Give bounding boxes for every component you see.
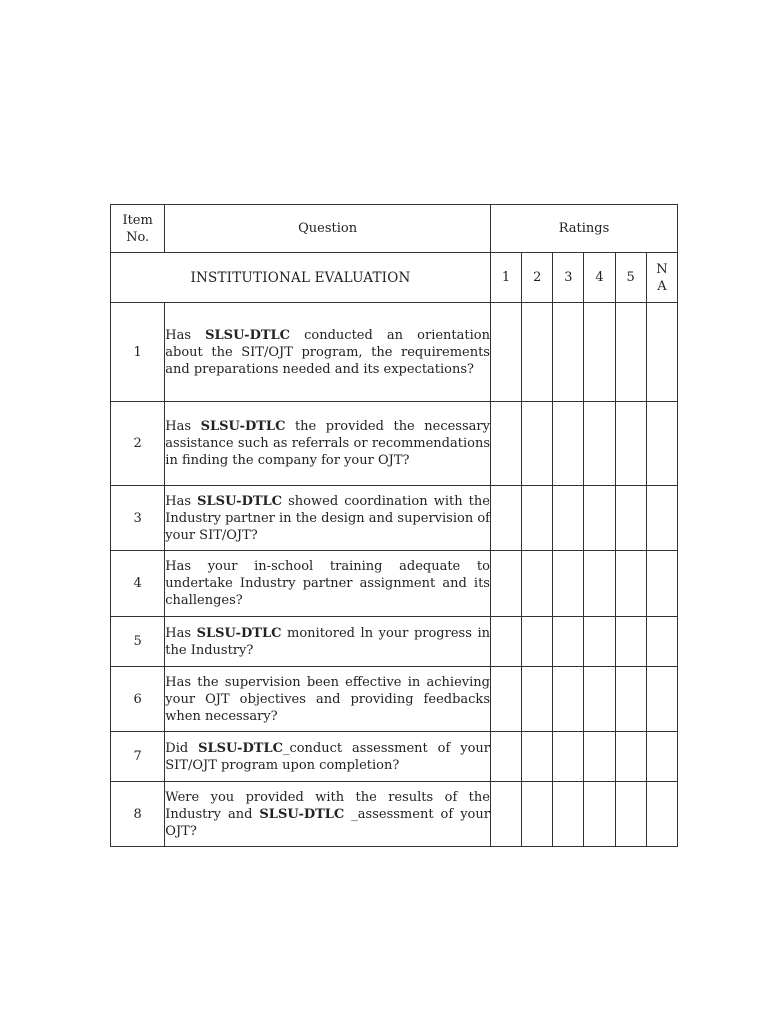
question-text (165, 732, 491, 782)
rating-cell-3[interactable] (553, 617, 584, 667)
rating-cell-2[interactable] (522, 303, 553, 402)
table-row (111, 617, 678, 667)
rating-cell-5[interactable] (615, 617, 646, 667)
rating-cell-5[interactable] (615, 551, 646, 617)
rating-cell-1[interactable] (490, 667, 521, 732)
rating-cell-2[interactable] (522, 667, 553, 732)
rating-cell-1[interactable] (490, 782, 521, 847)
rating-cell-3[interactable] (553, 303, 584, 402)
question-text-part: Were you provided with the results of the Industry and (165, 789, 490, 822)
table-row (111, 303, 678, 402)
rating-cell-4[interactable] (584, 617, 615, 667)
rating-scale-na (646, 253, 677, 303)
question-header: Question (165, 205, 491, 253)
question-text-part: monitored ln your progress in the Industry? (165, 625, 490, 658)
section-title: INSTITUTIONAL EVALUATION (111, 253, 491, 303)
item-number: 7 (111, 732, 165, 782)
rating-cell-na[interactable] (646, 732, 677, 782)
rating-cell-1[interactable] (490, 402, 521, 486)
org-name: SLSU-DTLC (259, 806, 345, 822)
question-text-part: the provided the necessary assistance such as referrals or recommendations in finding the company for your OJT? (165, 419, 490, 468)
rating-cell-2[interactable] (522, 617, 553, 667)
question-text-part: _conduct assessment of your SIT/OJT program upon completion? (165, 740, 490, 773)
rating-cell-na[interactable] (646, 782, 677, 847)
item-number: 8 (111, 782, 165, 847)
item-no-header-line1: Item (122, 212, 153, 228)
org-name: SLSU-DTLC (205, 327, 291, 343)
question-text-part: Has (165, 625, 197, 641)
rating-cell-3[interactable] (553, 732, 584, 782)
rating-scale-5: 5 (615, 253, 646, 303)
item-number: 4 (111, 551, 165, 617)
rating-scale-3: 3 (553, 253, 584, 303)
item-no-header (111, 205, 165, 253)
rating-cell-5[interactable] (615, 667, 646, 732)
rating-cell-1[interactable] (490, 486, 521, 551)
rating-cell-2[interactable] (522, 551, 553, 617)
item-number: 2 (111, 402, 165, 486)
rating-cell-3[interactable] (553, 782, 584, 847)
question-text-part: showed coordination with the Industry partner in the design and supervision of your SIT/OJT? (165, 493, 490, 543)
table-header-row (111, 205, 678, 253)
question-text-part: Has (165, 327, 206, 343)
rating-cell-4[interactable] (584, 667, 615, 732)
rating-cell-1[interactable] (490, 551, 521, 617)
rating-cell-4[interactable] (584, 303, 615, 402)
question-text-part: Did (165, 740, 199, 756)
table-row (111, 486, 678, 551)
rating-cell-2[interactable] (522, 732, 553, 782)
rating-cell-1[interactable] (490, 617, 521, 667)
question-text (165, 303, 491, 402)
rating-cell-3[interactable] (553, 667, 584, 732)
rating-cell-na[interactable] (646, 303, 677, 402)
item-number: 3 (111, 486, 165, 551)
item-number: 5 (111, 617, 165, 667)
question-text-part: Has (165, 493, 198, 509)
rating-cell-1[interactable] (490, 732, 521, 782)
rating-cell-4[interactable] (584, 402, 615, 486)
question-text (165, 617, 491, 667)
rating-cell-2[interactable] (522, 486, 553, 551)
na-line2: A (657, 278, 667, 294)
rating-cell-5[interactable] (615, 782, 646, 847)
rating-cell-4[interactable] (584, 486, 615, 551)
rating-cell-1[interactable] (490, 303, 521, 402)
question-text-part: _assessment of your OJT? (165, 806, 490, 839)
question-text (165, 551, 491, 617)
question-text (165, 782, 491, 847)
rating-cell-na[interactable] (646, 551, 677, 617)
question-text-part: Has your in-school training adequate to undertake Industry partner assignment and its challenges? (165, 559, 490, 608)
question-text (165, 486, 491, 551)
rating-cell-5[interactable] (615, 303, 646, 402)
org-name: SLSU-DTLC (198, 740, 283, 756)
rating-scale-1: 1 (490, 253, 521, 303)
item-number: 1 (111, 303, 165, 402)
question-text-part: Has the supervision been effective in achieving your OJT objectives and providing feedbacks when necessary? (165, 674, 490, 724)
table-row (111, 667, 678, 732)
rating-cell-3[interactable] (553, 402, 584, 486)
rating-cell-na[interactable] (646, 402, 677, 486)
rating-cell-3[interactable] (553, 551, 584, 617)
evaluation-table (110, 204, 678, 847)
item-no-header-line2: No. (126, 229, 150, 245)
org-name: SLSU-DTLC (196, 625, 282, 641)
table-row (111, 402, 678, 486)
rating-cell-5[interactable] (615, 486, 646, 551)
rating-cell-2[interactable] (522, 782, 553, 847)
ratings-header: Ratings (490, 205, 677, 253)
rating-cell-na[interactable] (646, 617, 677, 667)
rating-cell-3[interactable] (553, 486, 584, 551)
rating-cell-2[interactable] (522, 402, 553, 486)
rating-scale-4: 4 (584, 253, 615, 303)
question-text-part: conducted an orientation about the SIT/OJT program, the requirements and preparations needed and its expectations? (165, 327, 490, 377)
rating-cell-4[interactable] (584, 782, 615, 847)
table-row (111, 551, 678, 617)
rating-cell-na[interactable] (646, 667, 677, 732)
rating-cell-na[interactable] (646, 486, 677, 551)
org-name: SLSU-DTLC (200, 419, 286, 434)
rating-cell-4[interactable] (584, 551, 615, 617)
question-text (165, 667, 491, 732)
question-text-part: Has (165, 419, 201, 434)
item-number: 6 (111, 667, 165, 732)
question-text (165, 402, 491, 486)
rating-cell-5[interactable] (615, 402, 646, 486)
rating-cell-4[interactable] (584, 732, 615, 782)
rating-scale-2: 2 (522, 253, 553, 303)
table-row (111, 782, 678, 847)
table-row (111, 732, 678, 782)
na-line1: N (656, 261, 668, 277)
org-name: SLSU-DTLC (197, 493, 283, 509)
rating-cell-5[interactable] (615, 732, 646, 782)
section-row (111, 253, 678, 303)
